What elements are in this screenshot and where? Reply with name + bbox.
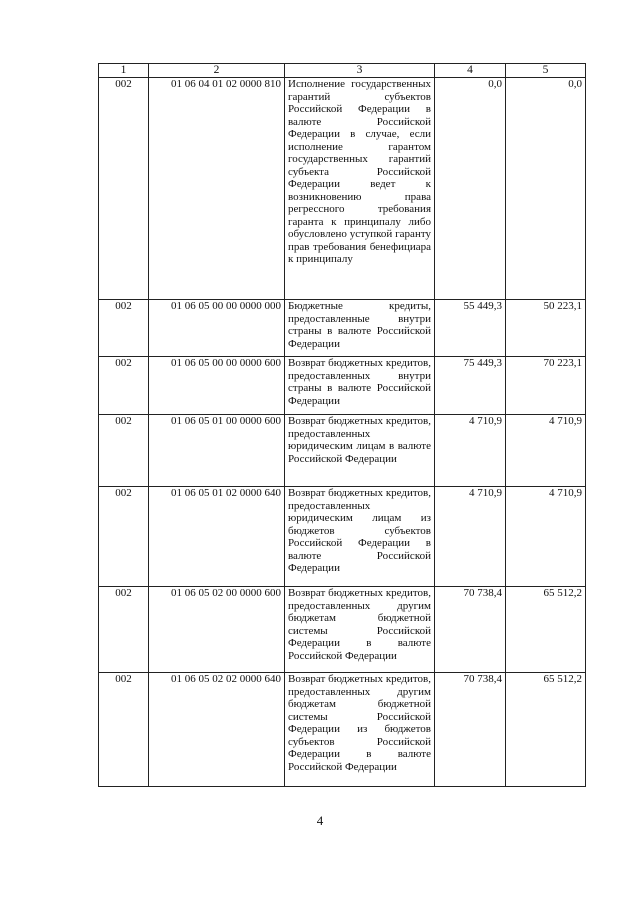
table-row bbox=[99, 487, 586, 587]
source-name-cell: Возврат бюджетных кредитов, предоставленных юридическим лицам в валюте Российской Федерации bbox=[285, 415, 435, 487]
table-row bbox=[99, 415, 586, 487]
amount-col4-cell: 75 449,3 bbox=[435, 357, 506, 415]
amount-col5-cell: 0,0 bbox=[506, 78, 586, 300]
amount-col4-cell: 4 710,9 bbox=[435, 415, 506, 487]
admin-code-cell: 002 bbox=[99, 487, 149, 587]
column-header-4: 4 bbox=[435, 64, 506, 78]
table-row bbox=[99, 78, 586, 300]
table-row bbox=[99, 587, 586, 673]
amount-col4-cell: 70 738,4 bbox=[435, 587, 506, 673]
admin-code-cell: 002 bbox=[99, 78, 149, 300]
amount-col5-cell: 50 223,1 bbox=[506, 300, 586, 357]
amount-col4-cell: 0,0 bbox=[435, 78, 506, 300]
admin-code-cell: 002 bbox=[99, 357, 149, 415]
table-row bbox=[99, 300, 586, 357]
amount-col5-cell: 4 710,9 bbox=[506, 415, 586, 487]
amount-col4-cell: 70 738,4 bbox=[435, 673, 506, 787]
classification-code-cell: 01 06 05 00 00 0000 600 bbox=[149, 357, 285, 415]
admin-code-cell: 002 bbox=[99, 415, 149, 487]
classification-code-cell: 01 06 05 00 00 0000 000 bbox=[149, 300, 285, 357]
table-header-row bbox=[99, 64, 586, 78]
admin-code-cell: 002 bbox=[99, 300, 149, 357]
source-name-cell: Исполнение государственных гарантий субъектов Российской Федерации в валюте Российской Федерации в случае, если исполнение гарантом государственных гарантий субъекта Российской Федерации ведет к возникновению права регрессного требования гаранта к принципалу либо обусловлено уступкой гаранту прав требования бенефициара к принципалу bbox=[285, 78, 435, 300]
classification-code-cell: 01 06 05 02 00 0000 600 bbox=[149, 587, 285, 673]
classification-code-cell: 01 06 05 01 02 0000 640 bbox=[149, 487, 285, 587]
source-name-cell: Бюджетные кредиты, предоставленные внутри страны в валюте Российской Федерации bbox=[285, 300, 435, 357]
amount-col4-cell: 55 449,3 bbox=[435, 300, 506, 357]
classification-code-cell: 01 06 05 01 00 0000 600 bbox=[149, 415, 285, 487]
source-name-cell: Возврат бюджетных кредитов, предоставленных юридическим лицам из бюджетов субъектов Российской Федерации в валюте Российской Федерации bbox=[285, 487, 435, 587]
table-row bbox=[99, 357, 586, 415]
column-header-5: 5 bbox=[506, 64, 586, 78]
column-header-1: 1 bbox=[99, 64, 149, 78]
admin-code-cell: 002 bbox=[99, 587, 149, 673]
table-row bbox=[99, 673, 586, 787]
source-name-cell: Возврат бюджетных кредитов, предоставленных другим бюджетам бюджетной системы Российской Федерации из бюджетов субъектов Российской Федерации в валюте Российской Федерации bbox=[285, 673, 435, 787]
budget-sources-table bbox=[98, 63, 586, 787]
amount-col5-cell: 65 512,2 bbox=[506, 587, 586, 673]
column-header-3: 3 bbox=[285, 64, 435, 78]
page-number: 4 bbox=[316, 813, 324, 828]
amount-col4-cell: 4 710,9 bbox=[435, 487, 506, 587]
classification-code-cell: 01 06 04 01 02 0000 810 bbox=[149, 78, 285, 300]
column-header-2: 2 bbox=[149, 64, 285, 78]
admin-code-cell: 002 bbox=[99, 673, 149, 787]
amount-col5-cell: 70 223,1 bbox=[506, 357, 586, 415]
source-name-cell: Возврат бюджетных кредитов, предоставленных внутри страны в валюте Российской Федерации bbox=[285, 357, 435, 415]
amount-col5-cell: 65 512,2 bbox=[506, 673, 586, 787]
classification-code-cell: 01 06 05 02 02 0000 640 bbox=[149, 673, 285, 787]
source-name-cell: Возврат бюджетных кредитов, предоставленных другим бюджетам бюджетной системы Российской Федерации в валюте Российской Федерации bbox=[285, 587, 435, 673]
amount-col5-cell: 4 710,9 bbox=[506, 487, 586, 587]
